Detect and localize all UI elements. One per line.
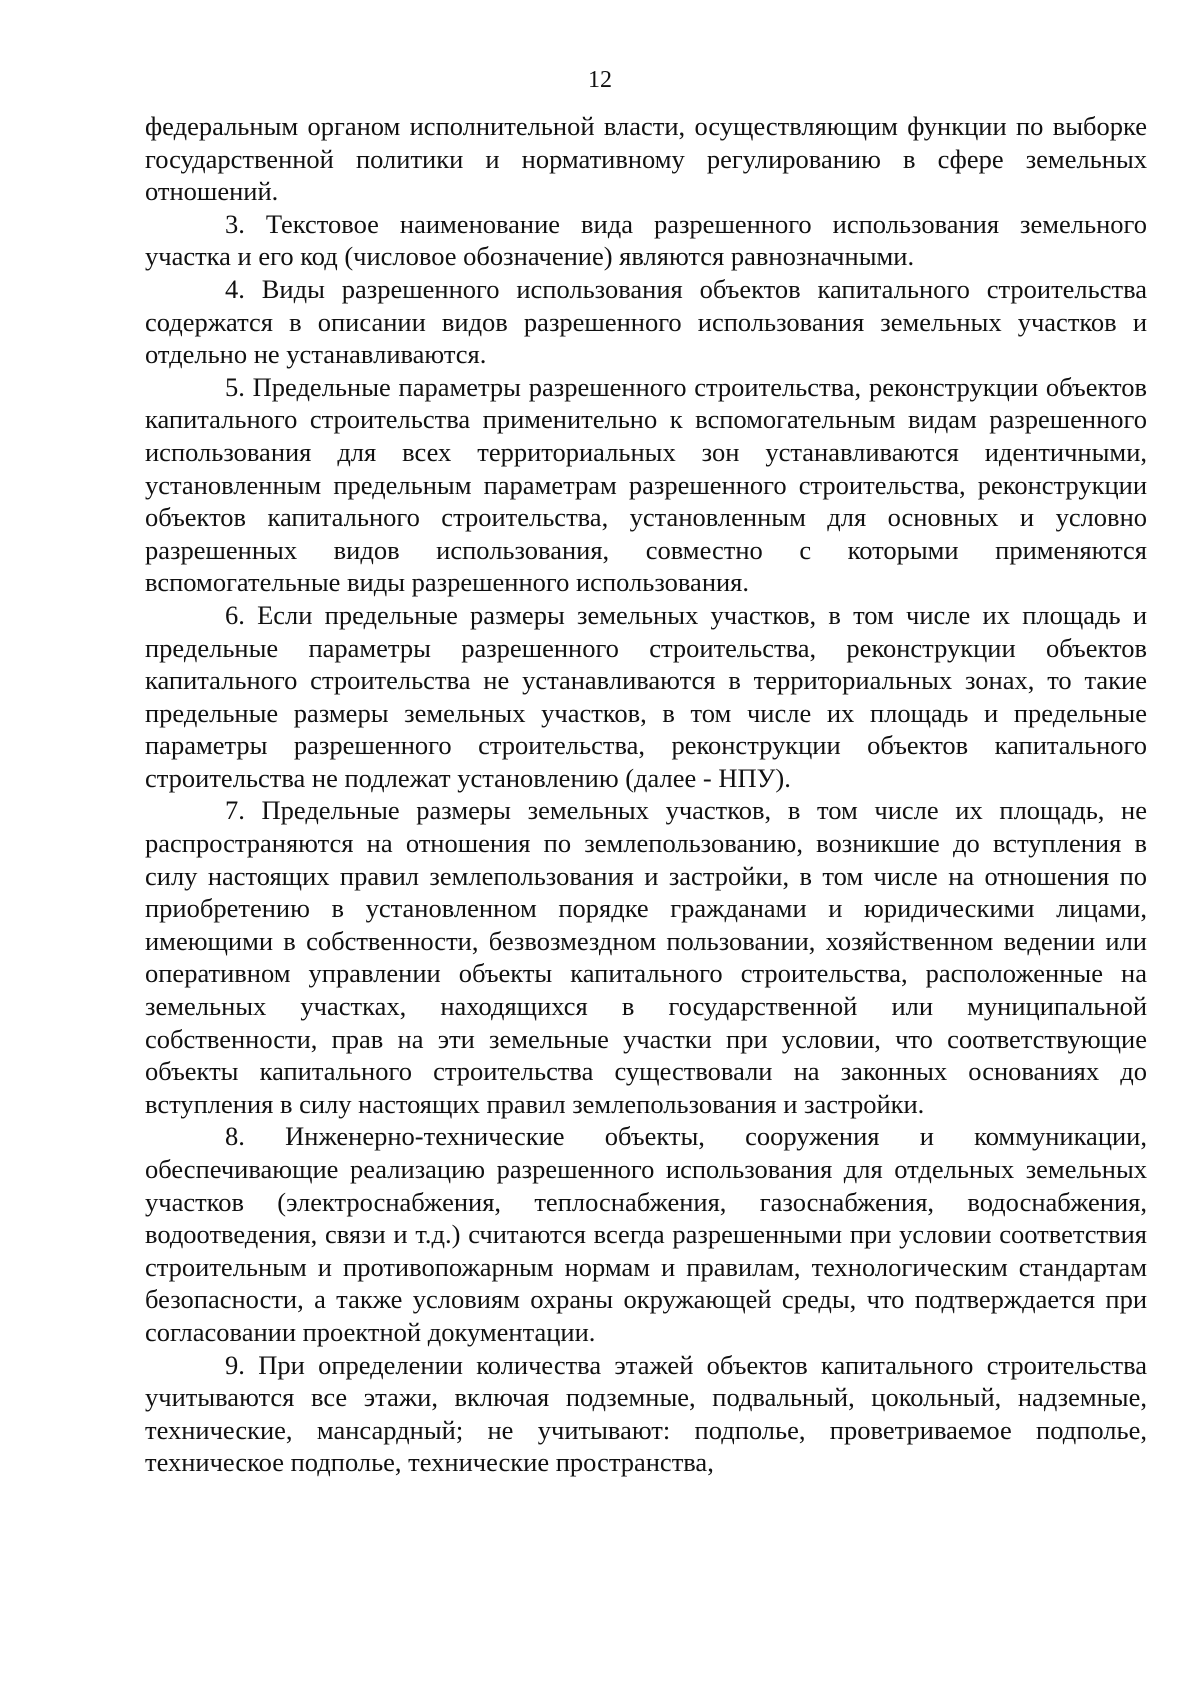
paragraph-9: 9. При определении количества этажей объектов капитального строительства учитываются все этажи, включая подземные, подвальный, цокольный, надземные, технические, мансардный; не учитывают: подполье, проветриваемое подполье, техническое подполье, технические пространства, bbox=[145, 1349, 1147, 1478]
paragraph-3: 3. Текстовое наименование вида разрешенного использования земельного участка и его код (числовое обозначение) являются равнозначными. bbox=[145, 208, 1147, 272]
paragraph-4: 4. Виды разрешенного использования объектов капитального строительства содержатся в описании видов разрешенного использования земельных участков и отдельно не устанавливаются. bbox=[145, 273, 1147, 370]
paragraph-6: 6. Если предельные размеры земельных участков, в том числе их площадь и предельные параметры разрешенного строительства, реконструкции объектов капитального строительства не устанавливаются в территориальных зонах, то такие предельные размеры земельных участков, в том числе их площадь и предельные параметры разрешенного строительства, реконструкции объектов капитального строительства не подлежат установлению (далее - НПУ). bbox=[145, 599, 1147, 793]
paragraph-continuation: федеральным органом исполнительной власти, осуществляющим функции по выборке государственной политики и нормативному регулированию в сфере земельных отношений. bbox=[145, 111, 1147, 207]
paragraph-7: 7. Предельные размеры земельных участков, в том числе их площадь, не распространяются на отношения по землепользованию, возникшие до вступления в силу настоящих правил землепользования и застройки, в том числе на отношения по приобретению в установленном порядке гражданами и юридическими лицами, имеющими в собственности, безвозмездном пользовании, хозяйственном ведении или оперативном управлении объекты капитального строительства, расположенные на земельных участках, находящихся в государственной или муниципальной собственности, прав на эти земельные участки при условии, что соответствующие объекты капитального строительства существовали на законных основаниях до вступления в силу настоящих правил землепользования и застройки. bbox=[145, 795, 1147, 1119]
page-number: 12 bbox=[588, 67, 612, 93]
paragraph-5: 5. Предельные параметры разрешенного строительства, реконструкции объектов капитального строительства применительно к вспомогательным видам разрешенного использования для всех территориальных зон устанавливаются идентичными, установленным предельным параметрам разрешенного строительства, реконструкции объектов капитального строительства, установленным для основных и условно разрешенных видов использования, совместно с которыми применяются вспомогательные виды разрешенного использования. bbox=[145, 371, 1147, 598]
body-text bbox=[145, 110, 1147, 1479]
paragraph-8: 8. Инженерно-технические объекты, сооружения и коммуникации, обеспечивающие реализацию разрешенного использования для отдельных земельных участков (электроснабжения, теплоснабжения, газоснабжения, водоснабжения, водоотведения, связи и т.д.) считаются всегда разрешенными при условии соответствия строительным и противопожарным нормам и правилам, технологическим стандартам безопасности, а также условиям охраны окружающей среды, что подтверждается при согласовании проектной документации. bbox=[145, 1121, 1147, 1347]
